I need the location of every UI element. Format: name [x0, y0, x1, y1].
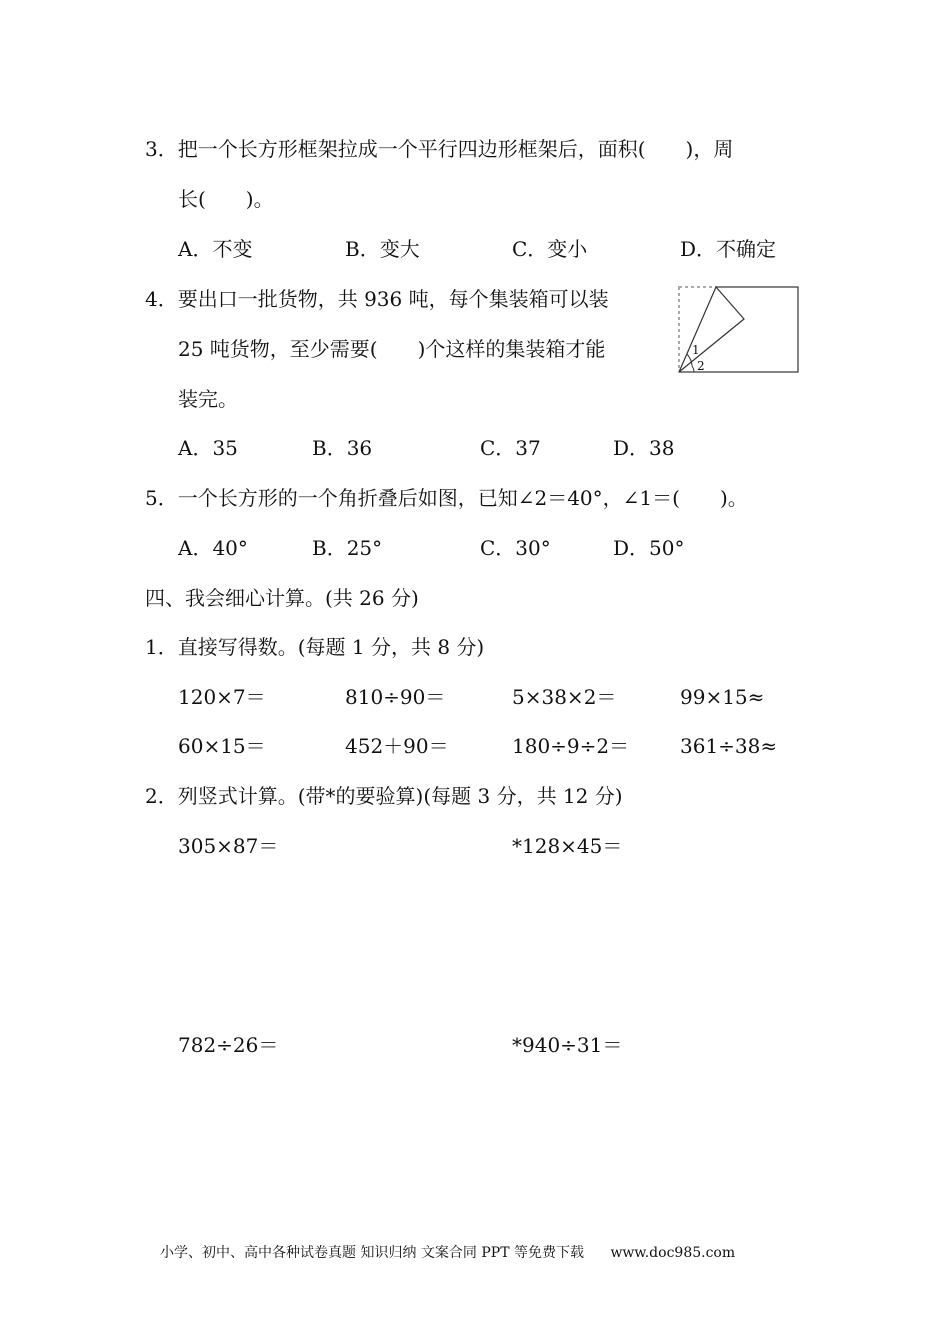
q4-line1: 4．要出口一批货物，共 936 吨，每个集装箱可以装	[145, 287, 609, 311]
calc-item: 361÷38≈	[680, 734, 778, 758]
vertical-calc-item: 782÷26＝	[178, 1033, 279, 1057]
calc-item: 452＋90＝	[345, 734, 449, 758]
angle-2-label: 2	[697, 359, 705, 373]
calc-item: 5×38×2＝	[512, 685, 617, 709]
vertical-calc-item: *128×45＝	[512, 834, 623, 858]
folded-rectangle-figure	[678, 286, 800, 376]
calc-item: 99×15≈	[680, 685, 765, 709]
q4-line2: 25 吨货物，至少需要( )个这样的集装箱才能	[178, 337, 606, 361]
q5-option-d: D．50°	[613, 536, 685, 560]
angle-1-label: 1	[692, 343, 700, 357]
q5-line1: 5．一个长方形的一个角折叠后如图，已知∠2＝40°，∠1＝( )。	[145, 486, 748, 510]
q4-option-a: A．35	[178, 436, 238, 460]
part2-title: 2．列竖式计算。(带*的要验算)(每题 3 分，共 12 分)	[145, 784, 623, 808]
angle-2-arc	[692, 366, 694, 372]
q5-option-b: B．25°	[312, 536, 383, 560]
calc-item: 60×15＝	[178, 734, 266, 758]
vertical-calc-item: 305×87＝	[178, 834, 279, 858]
folded-rectangle-diagram	[678, 286, 800, 376]
section4-title: 四、我会细心计算。(共 26 分)	[145, 586, 419, 610]
q3-option-c: C．变小	[512, 237, 588, 261]
q4-option-c: C．37	[480, 436, 541, 460]
page-footer	[160, 1243, 735, 1263]
q4-option-d: D．38	[613, 436, 675, 460]
q3-option-d: D．不确定	[680, 237, 777, 261]
part1-title: 1．直接写得数。(每题 1 分，共 8 分)	[145, 635, 485, 659]
q4-line3: 装完。	[178, 387, 238, 411]
vertical-calc-item: *940÷31＝	[512, 1033, 623, 1057]
q3-line1: 3．把一个长方形框架拉成一个平行四边形框架后，面积( )，周	[145, 137, 734, 161]
calc-item: 810÷90＝	[345, 685, 446, 709]
q3-option-a: A．不变	[178, 237, 253, 261]
footer-text: 小学、初中、高中各种试卷真题 知识归纳 文案合同 PPT 等免费下载	[160, 1245, 584, 1261]
calc-item: 180÷9÷2＝	[512, 734, 630, 758]
q5-option-a: A．40°	[178, 536, 248, 560]
q3-line2: 长( )。	[178, 187, 274, 211]
q5-option-c: C．30°	[480, 536, 551, 560]
q4-option-b: B．36	[312, 436, 373, 460]
calc-item: 120×7＝	[178, 685, 266, 709]
folded-flap	[679, 287, 744, 372]
q3-option-b: B．变大	[345, 237, 420, 261]
footer-url[interactable]: www.doc985.com	[610, 1245, 736, 1261]
